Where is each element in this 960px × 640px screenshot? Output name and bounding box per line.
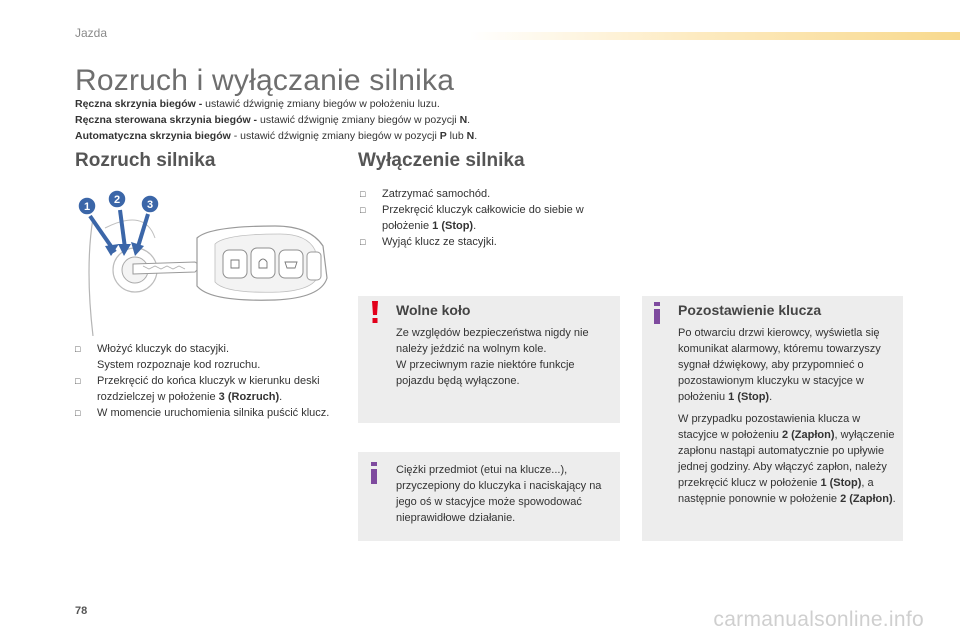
checkbox-bullet-icon: □ [360,237,366,247]
checkbox-bullet-icon: □ [75,376,81,386]
fob-button-trunk [279,250,303,278]
info-icon [369,462,379,484]
key-blade [133,262,201,274]
stop-step-remove: □ Wyjąć klucz ze stacyjki. [360,236,497,248]
freewheel-text: Ze względów bezpieczeństwa nigdy nie należy jeździć na wolnym kole. W przeciwnym razie niektóre funkcje pojazdu będą wyłączone. [396,327,589,387]
chapter-header-bar [470,32,960,40]
intro-line-automatic: Automatyczna skrzynia biegów - ustawić dźwignię zmiany biegów w pozycji P lub N. [75,130,478,142]
fob-button-unlock [251,248,275,278]
callout-1 [78,197,96,215]
page-title: Rozruch i wyłączanie silnika [75,64,455,97]
dashboard-outline [89,218,93,336]
intro-line-semiauto: Ręczna sterowana skrzynia biegów - ustawić dźwignię zmiany biegów w pozycji N. [75,114,471,126]
svg-text:3: 3 [146,199,154,211]
stop-step-turn: □ Przekręcić kluczyk całkowicie do siebie w położenie 1 (Stop). [360,204,584,232]
fob-button-lock [223,250,247,278]
key-left-title: Pozostawienie klucza [678,302,822,318]
start-step-insert: □ Włożyć kluczyk do stacyjki. System rozpoznaje kod rozruchu. [75,343,261,371]
svg-text:2: 2 [113,194,121,206]
start-heading: Rozruch silnika [75,150,216,171]
callout-3 [141,195,159,213]
checkbox-bullet-icon: □ [360,205,366,215]
key-left-text-1: Po otwarciu drzwi kierowcy, wyświetla się komunikat alarmowy, któremu towarzyszy sygnał dźwiękowy, aby przypomnieć o pozostawionym kluczyku w stacyjce w położeniu 1 (Stop). [678,327,881,403]
info-icon [652,302,662,324]
page-number: 78 [75,605,88,617]
arrow-position-2 [120,210,125,248]
chapter-title: Jazda [75,26,108,40]
stop-steps [360,186,620,250]
start-step-release: □ W momencie uruchomienia silnika puścić klucz. [75,407,330,419]
svg-text:1: 1 [83,201,91,213]
intro-block [75,96,477,144]
intro-line-manual: Ręczna skrzynia biegów - ustawić dźwignię zmiany biegów w położeniu luzu. [75,98,440,110]
heavy-object-text: Ciężki przedmiot (etui na klucze...), przyczepiony do kluczyka i naciskający na jego oś w stacyjce może spowodować nieprawidłowe działanie. [396,464,602,524]
ignition-key-illustration [75,178,335,336]
stop-step-halt: □ Zatrzymać samochód. [360,188,491,200]
start-steps [75,341,330,421]
start-step-turn: □ Przekręcić do końca kluczyk w kierunku deski rozdzielczej w położenie 3 (Rozruch). [75,375,320,403]
checkbox-bullet-icon: □ [360,189,366,199]
exclamation-icon [367,300,383,324]
watermark: carmanualsonline.info [713,608,924,631]
checkbox-bullet-icon: □ [75,344,81,354]
key-left-text-2: W przypadku pozostawienia klucza w stacyjce w położeniu 2 (Zapłon), wyłączenie zapłonu nastąpi automatycznie po upływie jednej godziny. Aby włączyć zapłon, należy przekręcić klucz w położenie 1 (Stop), a następnie ponownie w położenie 2 (Zapłon). [678,413,896,505]
callout-2 [108,190,126,208]
checkbox-bullet-icon: □ [75,408,81,418]
freewheel-title: Wolne koło [396,302,471,318]
stop-heading: Wyłączenie silnika [358,150,525,171]
